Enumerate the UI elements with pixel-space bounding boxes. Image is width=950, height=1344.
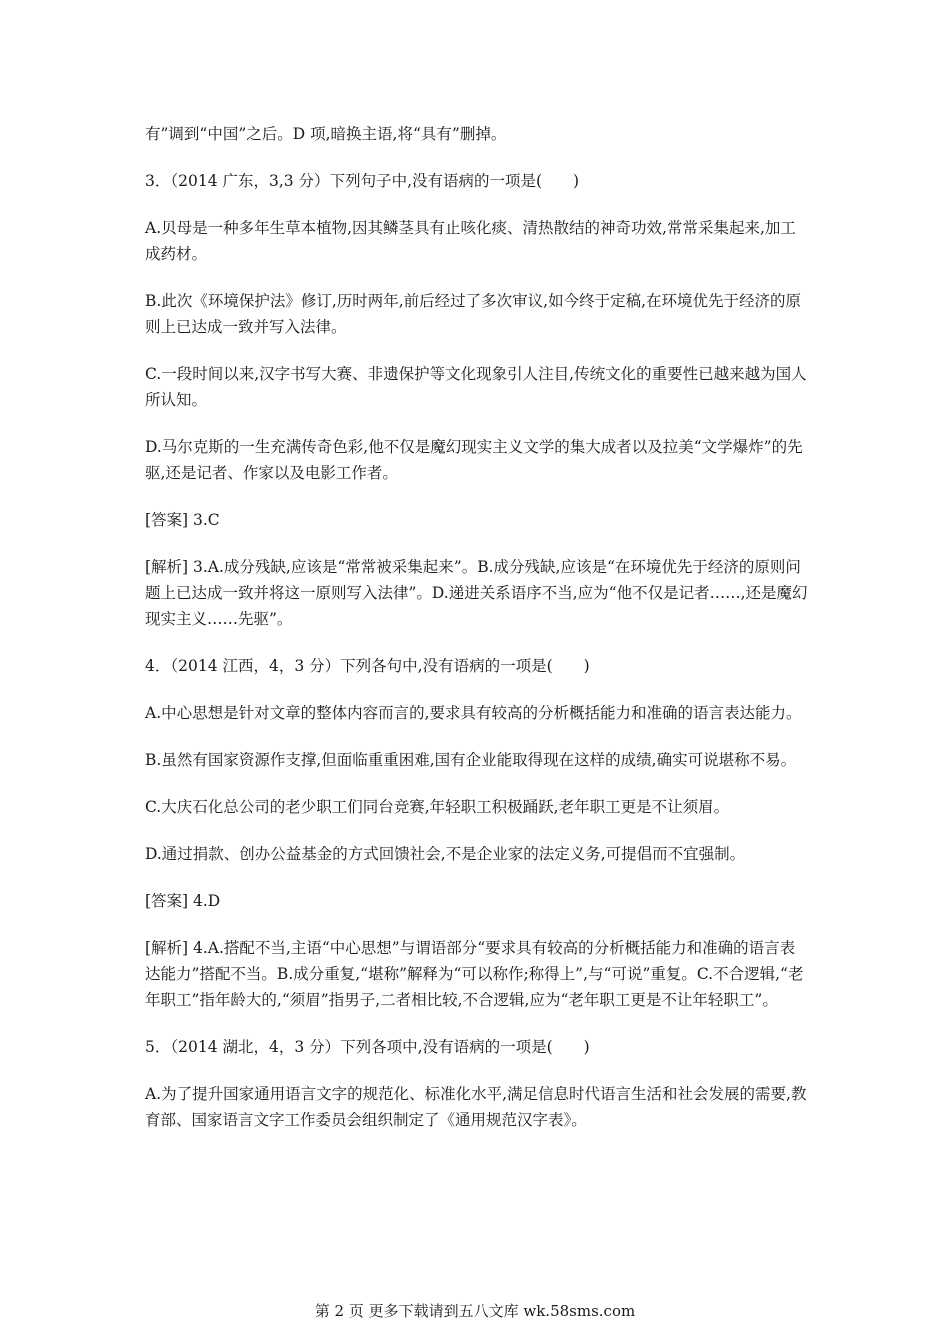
question-3-option-c: C.一段时间以来,汉字书写大赛、非遗保护等文化现象引人注目,传统文化的重要性已越来越为国人所认知。 [145, 365, 807, 409]
page-footer: 第 2 页 更多下载请到五八文库 wk.58sms.com [314, 1302, 636, 1320]
question-5-stem: 5．（2014 湖北，4，3 分）下列各项中,没有语病的一项是( ) [145, 1038, 590, 1056]
question-4-stem: 4．（2014 江西，4，3 分）下列各句中,没有语病的一项是( ) [145, 657, 590, 675]
paragraph-continuation: 有”调到“中国”之后。D 项,暗换主语,将“具有”删掉。 [145, 125, 507, 143]
question-3-option-b: B.此次《环境保护法》修订,历时两年,前后经过了多次审议,如今终于定稿,在环境优先于经济的原则上已达成一致并写入法律。 [145, 292, 802, 336]
question-3-stem: 3．（2014 广东，3,3 分）下列句子中,没有语病的一项是( ) [145, 172, 580, 190]
question-4-option-c: C.大庆石化总公司的老少职工们同台竞赛,年轻职工积极踊跃,老年职工更是不让须眉。 [145, 798, 730, 816]
question-3-option-d: D.马尔克斯的一生充满传奇色彩,他不仅是魔幻现实主义文学的集大成者以及拉美“文学爆炸”的先驱,还是记者、作家以及电影工作者。 [145, 438, 803, 482]
question-4-option-a: A.中心思想是针对文章的整体内容而言的,要求具有较高的分析概括能力和准确的语言表达能力。 [145, 704, 802, 722]
question-4-explanation: [解析] 4.A.搭配不当,主语“中心思想”与谓语部分“要求具有较高的分析概括能力和准确的语言表达能力”搭配不当。B.成分重复,“堪称”解释为“可以称作;称得上”,与“可说”重复。C.不合逻辑,“老年职工”指年龄大的,“须眉”指男子,二者相比较,不合逻辑,应为“老年职工更是不让年轻职工”。 [145, 939, 804, 1009]
question-4-answer: [答案] 4.D [145, 892, 221, 910]
question-3-explanation: [解析] 3.A.成分残缺,应该是“常常被采集起来”。B.成分残缺,应该是“在环境优先于经济的原则问题上已达成一致并将这一原则写入法律”。D.递进关系语序不当,应为“他不仅是记者……,还是魔幻现实主义……先驱”。 [145, 558, 808, 628]
question-4-option-d: D.通过捐款、创办公益基金的方式回馈社会,不是企业家的法定义务,可提倡而不宜强制。 [145, 845, 746, 863]
question-4-option-b: B.虽然有国家资源作支撑,但面临重重困难,国有企业能取得现在这样的成绩,确实可说堪称不易。 [145, 751, 797, 769]
document-body [145, 121, 810, 1154]
question-5-option-a: A.为了提升国家通用语言文字的规范化、标准化水平,满足信息时代语言生活和社会发展的需要,教育部、国家语言文字工作委员会组织制定了《通用规范汉字表》。 [145, 1085, 807, 1129]
question-3-answer: [答案] 3.C [145, 511, 220, 529]
question-3-option-a: A.贝母是一种多年生草本植物,因其鳞茎具有止咳化痰、清热散结的神奇功效,常常采集起来,加工成药材。 [145, 219, 796, 263]
